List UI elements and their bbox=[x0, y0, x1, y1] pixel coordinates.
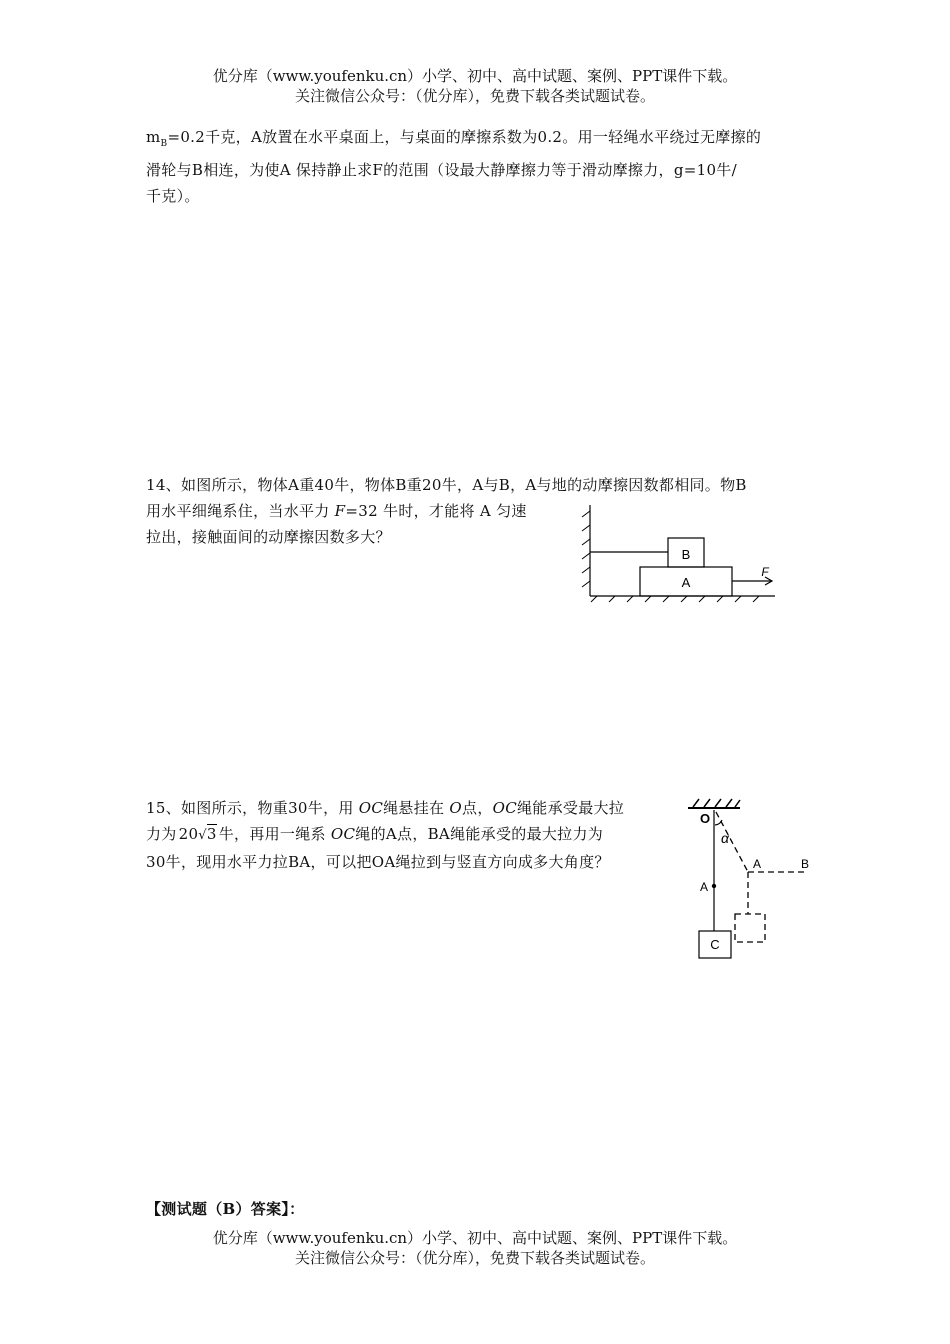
q15-figure bbox=[685, 796, 815, 964]
block-c-label: C bbox=[710, 937, 720, 952]
displaced-block-c bbox=[735, 914, 765, 942]
q14-line-1: 14、如图所示，物体A重40牛，物体B重20牛，A与B，A与地的动摩擦因数都相同。物B bbox=[146, 476, 747, 494]
point-a-label-left: A bbox=[699, 880, 709, 894]
radicand: 3 bbox=[206, 825, 217, 843]
block-b-label: B bbox=[681, 547, 691, 562]
footer-line-2: 关注微信公众号：（优分库），免费下载各类试题试卷。 bbox=[294, 1249, 655, 1267]
rope-oc-symbol: OC bbox=[492, 799, 517, 817]
point-a-dot bbox=[712, 884, 716, 888]
q14-figure bbox=[575, 503, 780, 603]
force-label: F bbox=[761, 565, 769, 579]
q15-line-2 bbox=[146, 821, 666, 849]
wall-hatching bbox=[582, 511, 590, 587]
alpha-label: α bbox=[721, 830, 729, 846]
q15-line-2b: 牛，再用一绳系 bbox=[218, 825, 331, 843]
radical-coefficient: 20 bbox=[178, 825, 199, 843]
answer-heading: 【测试题（B）答案】： bbox=[146, 1200, 305, 1218]
point-a-label-right: A bbox=[752, 857, 762, 871]
rope-oc-symbol: OC bbox=[330, 825, 356, 843]
ceiling-hatching bbox=[693, 799, 740, 807]
ground-hatching bbox=[591, 596, 759, 602]
q15-line-1 bbox=[146, 795, 666, 821]
q15-line-3: 30牛，现用水平力拉BA，可以把OA绳拉到与竖直方向成多大角度？ bbox=[146, 853, 610, 871]
header-line-2: 关注微信公众号：（优分库），免费下载各类试题试卷。 bbox=[294, 87, 655, 105]
q15-line-1c: 点， bbox=[462, 799, 493, 817]
q13-line-1-rest: =0.2千克，A放置在水平桌面上，与桌面的摩擦系数为0.2。用一轻绳水平绕过无摩擦的 bbox=[167, 128, 762, 146]
radical-expression: 20√3 bbox=[178, 825, 217, 843]
q15-line-1d: 绳能承受最大拉 bbox=[517, 799, 625, 817]
block-a-label: A bbox=[681, 575, 691, 590]
header-line-1: 优分库（www.youfenku.cn）小学、初中、高中试题、案例、PPT课件下载。 bbox=[212, 67, 738, 85]
q15-line-1a: 15、如图所示，物重30牛，用 bbox=[146, 799, 359, 817]
point-b-label: B bbox=[800, 857, 810, 871]
q13-line-3: 千克）。 bbox=[146, 187, 200, 205]
q14-line-2a: 用水平细绳系住，当水平力 bbox=[146, 502, 335, 520]
q14-force-symbol: F bbox=[334, 502, 346, 520]
q14-line-3: 拉出，接触面间的动摩擦因数多大？ bbox=[146, 528, 391, 546]
page-footer bbox=[0, 1228, 950, 1268]
q15-line-1b: 绳悬挂在 bbox=[383, 799, 450, 817]
point-o-label: O bbox=[699, 811, 711, 826]
rope-oc-symbol: OC bbox=[358, 799, 384, 817]
page-header bbox=[0, 66, 950, 106]
mass-subscript: B bbox=[160, 139, 168, 149]
q15-line-2a: 力为 bbox=[146, 825, 177, 843]
footer-line-1: 优分库（www.youfenku.cn）小学、初中、高中试题、案例、PPT课件下载。 bbox=[212, 1229, 738, 1247]
question-13-text bbox=[146, 124, 826, 209]
q13-line-1 bbox=[146, 124, 826, 157]
mass-symbol: m bbox=[146, 128, 161, 146]
point-o-symbol: O bbox=[449, 799, 463, 817]
q15-line-2c: 绳的A点，BA绳能承受的最大拉力为 bbox=[355, 825, 604, 843]
question-15-text bbox=[146, 795, 666, 875]
q13-line-2: 滑轮与B相连，为使A 保持静止求F的范围（设最大静摩擦力等于滑动摩擦力，g=10牛/ bbox=[146, 161, 737, 179]
q14-line-2b: =32 牛时，才能将 A 匀速 bbox=[345, 502, 527, 520]
